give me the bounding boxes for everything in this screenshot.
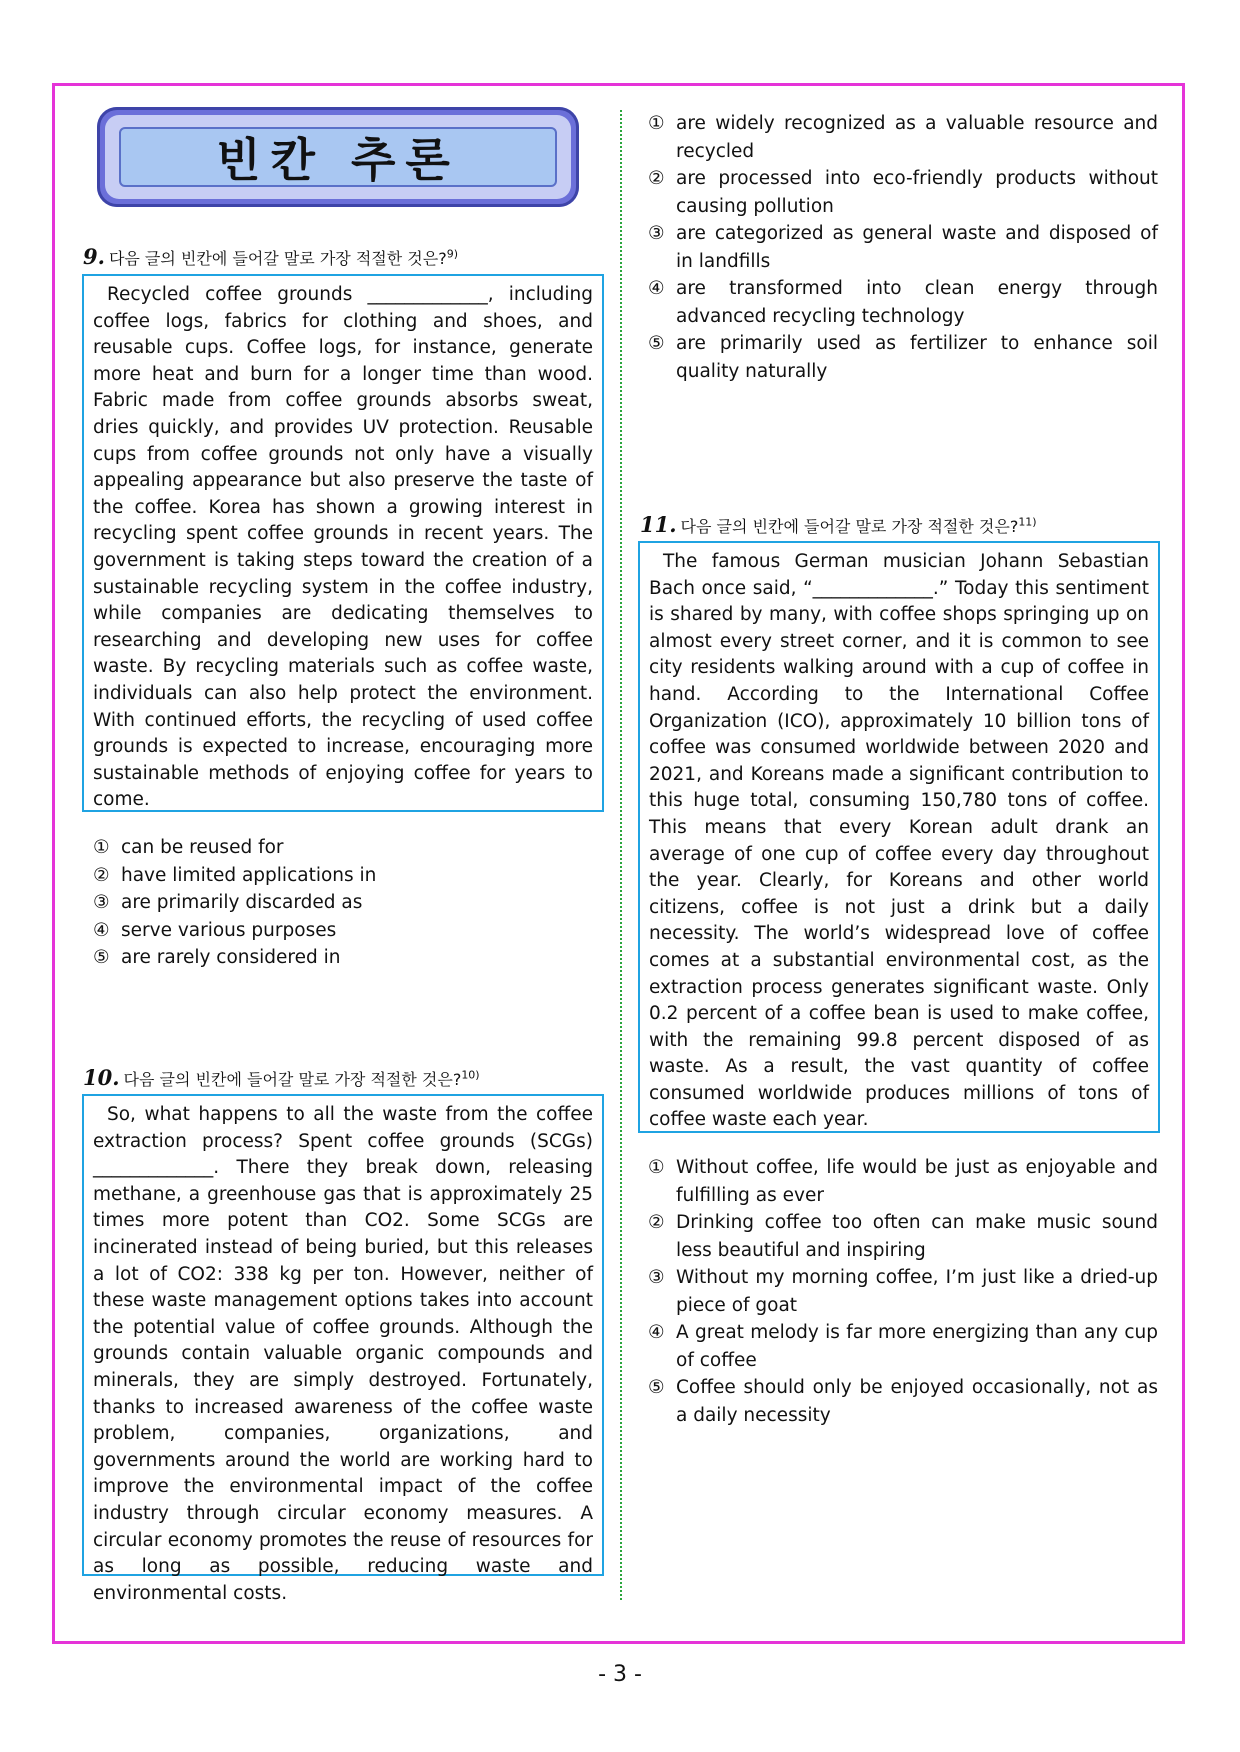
choice-text: A great melody is far more energizing than any cup of coffee (676, 1322, 1158, 1371)
passage-text: Recycled coffee grounds _____________, including coffee logs, fabrics for clothing and shoes, and reusable cups. Coffee logs, for instance, generate more heat and burn for a longer time than wood. Fabric made from coffee grounds absorbs sweat, dries quickly, and provides UV protection. Reusable cups from coffee grounds not only have a visually appealing appearance but also preserve the taste of the coffee. Korea has shown a growing interest in recycling spent coffee grounds in recent years. The government is taking steps toward the creation of a sustainable recycling system in the coffee industry, while companies are dedicating themselves to researching and developing new uses for coffee waste. By recycling materials such as coffee waste, individuals can also help protect the environment. With continued efforts, the recycling of used coffee grounds is expected to increase, encouraging more sustainable methods of enjoying coffee for years to come. (93, 284, 593, 811)
choice-number: ③ (648, 223, 665, 244)
section-banner (97, 107, 579, 207)
footnote-marker: 9) (446, 247, 458, 261)
question-11-header (640, 512, 1037, 537)
choice-number: ① (648, 113, 665, 134)
section-title: 빈칸 추론 (216, 133, 460, 187)
column-divider (620, 110, 622, 1600)
question-9-choices (93, 834, 603, 972)
choice-number: ② (93, 864, 110, 886)
choice-item[interactable] (648, 1264, 1158, 1319)
choice-text: are transformed into clean energy through advanced recycling technology (676, 278, 1158, 327)
choice-text: are primarily used as fertilizer to enhance soil quality naturally (676, 333, 1158, 382)
choice-number: ⑤ (93, 947, 110, 968)
choice-number: ② (648, 1212, 665, 1233)
choice-text: are rarely considered in (121, 947, 341, 968)
choice-item[interactable] (648, 330, 1158, 385)
choice-text: can be reused for (121, 837, 284, 858)
choice-text: Without my morning coffee, I’m just like a dried-up piece of goat (676, 1267, 1158, 1316)
choice-number: ③ (648, 1267, 665, 1288)
choice-number: ② (648, 168, 665, 189)
passage-text: The famous German musician Johann Sebastian Bach once said, “_____________.” Today this sentiment is shared by many, with coffee shops springing up on almost every street corner, and it is common to see city residents walking around with a cup of coffee in hand. According to the International Coffee Organization (ICO), approximately 10 billion tons of coffee was consumed worldwide between 2020 and 2021, and Koreans made a significant contribution to this huge total, consuming 150,780 tons of coffee. This means that every Korean adult drank an average of one cup of coffee every day throughout the year. Clearly, for Koreans and other world citizens, coffee is not just a drink but a daily necessity. The world’s widespread love of coffee comes at a substantial environmental cost, as the extraction process generates significant waste. Only 0.2 percent of a coffee bean is used to make coffee, with the remaining 99.8 percent disposed of as waste. As a result, the vast quantity of coffee consumed worldwide produces millions of tons of coffee waste each year. (649, 551, 1149, 1131)
choice-text: serve various purposes (121, 919, 337, 941)
banner-plate (119, 127, 557, 187)
question-10-passage (82, 1094, 604, 1604)
choice-text: are categorized as general waste and disposed of in landfills (676, 223, 1158, 272)
footnote-marker: 10) (461, 1068, 480, 1082)
choice-number: ④ (648, 278, 665, 299)
choice-text: Drinking coffee too often can make music sound less beautiful and inspiring (676, 1212, 1158, 1261)
choice-number: ⑤ (648, 333, 665, 354)
choice-number: ⑤ (648, 1377, 665, 1398)
choice-item[interactable] (648, 1154, 1158, 1209)
question-number: 10. (83, 1065, 120, 1090)
question-10-header (83, 1065, 480, 1090)
question-number: 11. (640, 512, 677, 537)
choice-item[interactable] (648, 1374, 1158, 1429)
choice-item[interactable] (93, 862, 603, 890)
choice-item[interactable] (93, 834, 603, 862)
choice-text: are widely recognized as a valuable resource and recycled (676, 113, 1158, 162)
choice-number: ① (648, 1157, 665, 1178)
footnote-marker: 11) (1018, 515, 1037, 529)
question-9-header (83, 244, 458, 269)
question-prompt: 다음 글의 빈칸에 들어갈 말로 가장 적절한 것은? (108, 249, 447, 268)
question-prompt: 다음 글의 빈칸에 들어갈 말로 가장 적절한 것은? (123, 1070, 462, 1089)
choice-item[interactable] (648, 1209, 1158, 1264)
passage-text: So, what happens to all the waste from the coffee extraction process? Spent coffee grounds (SCGs) _____________. There they break down, releasing methane, a greenhouse gas that is approximately 25 times more potent than CO2. Some SCGs are incinerated instead of being buried, but this releases a lot of CO2: 338 kg per ton. However, neither of these waste management options takes into account the potential value of coffee grounds. Although the grounds contain valuable organic compounds and minerals, they are simply destroyed. Fortunately, thanks to increased awareness of the coffee waste problem, companies, organizations, and governments around the world are working hard to improve the environmental impact of the coffee industry through circular economy measures. A circular economy promotes the reuse of resources for as long as possible, reducing waste and environmental costs. (93, 1104, 593, 1604)
question-11-choices (648, 1154, 1158, 1429)
banner-frame (105, 115, 571, 199)
choice-text: have limited applications in (121, 864, 377, 886)
choice-number: ① (93, 837, 110, 858)
choice-item[interactable] (648, 220, 1158, 275)
choice-item[interactable] (93, 944, 603, 972)
choice-item[interactable] (648, 275, 1158, 330)
choice-item[interactable] (648, 1319, 1158, 1374)
question-prompt: 다음 글의 빈칸에 들어갈 말로 가장 적절한 것은? (680, 517, 1019, 536)
choice-number: ③ (93, 892, 110, 913)
choice-text: Coffee should only be enjoyed occasionally, not as a daily necessity (676, 1377, 1158, 1426)
choice-text: are processed into eco-friendly products without causing pollution (676, 168, 1158, 217)
question-number: 9. (83, 244, 105, 269)
choice-number: ④ (93, 919, 110, 941)
choice-number: ④ (648, 1322, 665, 1343)
choice-item[interactable] (648, 165, 1158, 220)
question-10-choices (648, 110, 1158, 385)
question-11-passage (638, 541, 1160, 1133)
choice-item[interactable] (93, 917, 603, 945)
choice-text: Without coffee, life would be just as enjoyable and fulfilling as ever (676, 1157, 1158, 1206)
question-9-passage (82, 274, 604, 812)
page-number: - 3 - (598, 1662, 642, 1687)
choice-text: are primarily discarded as (121, 892, 363, 913)
choice-item[interactable] (648, 110, 1158, 165)
choice-item[interactable] (93, 889, 603, 917)
